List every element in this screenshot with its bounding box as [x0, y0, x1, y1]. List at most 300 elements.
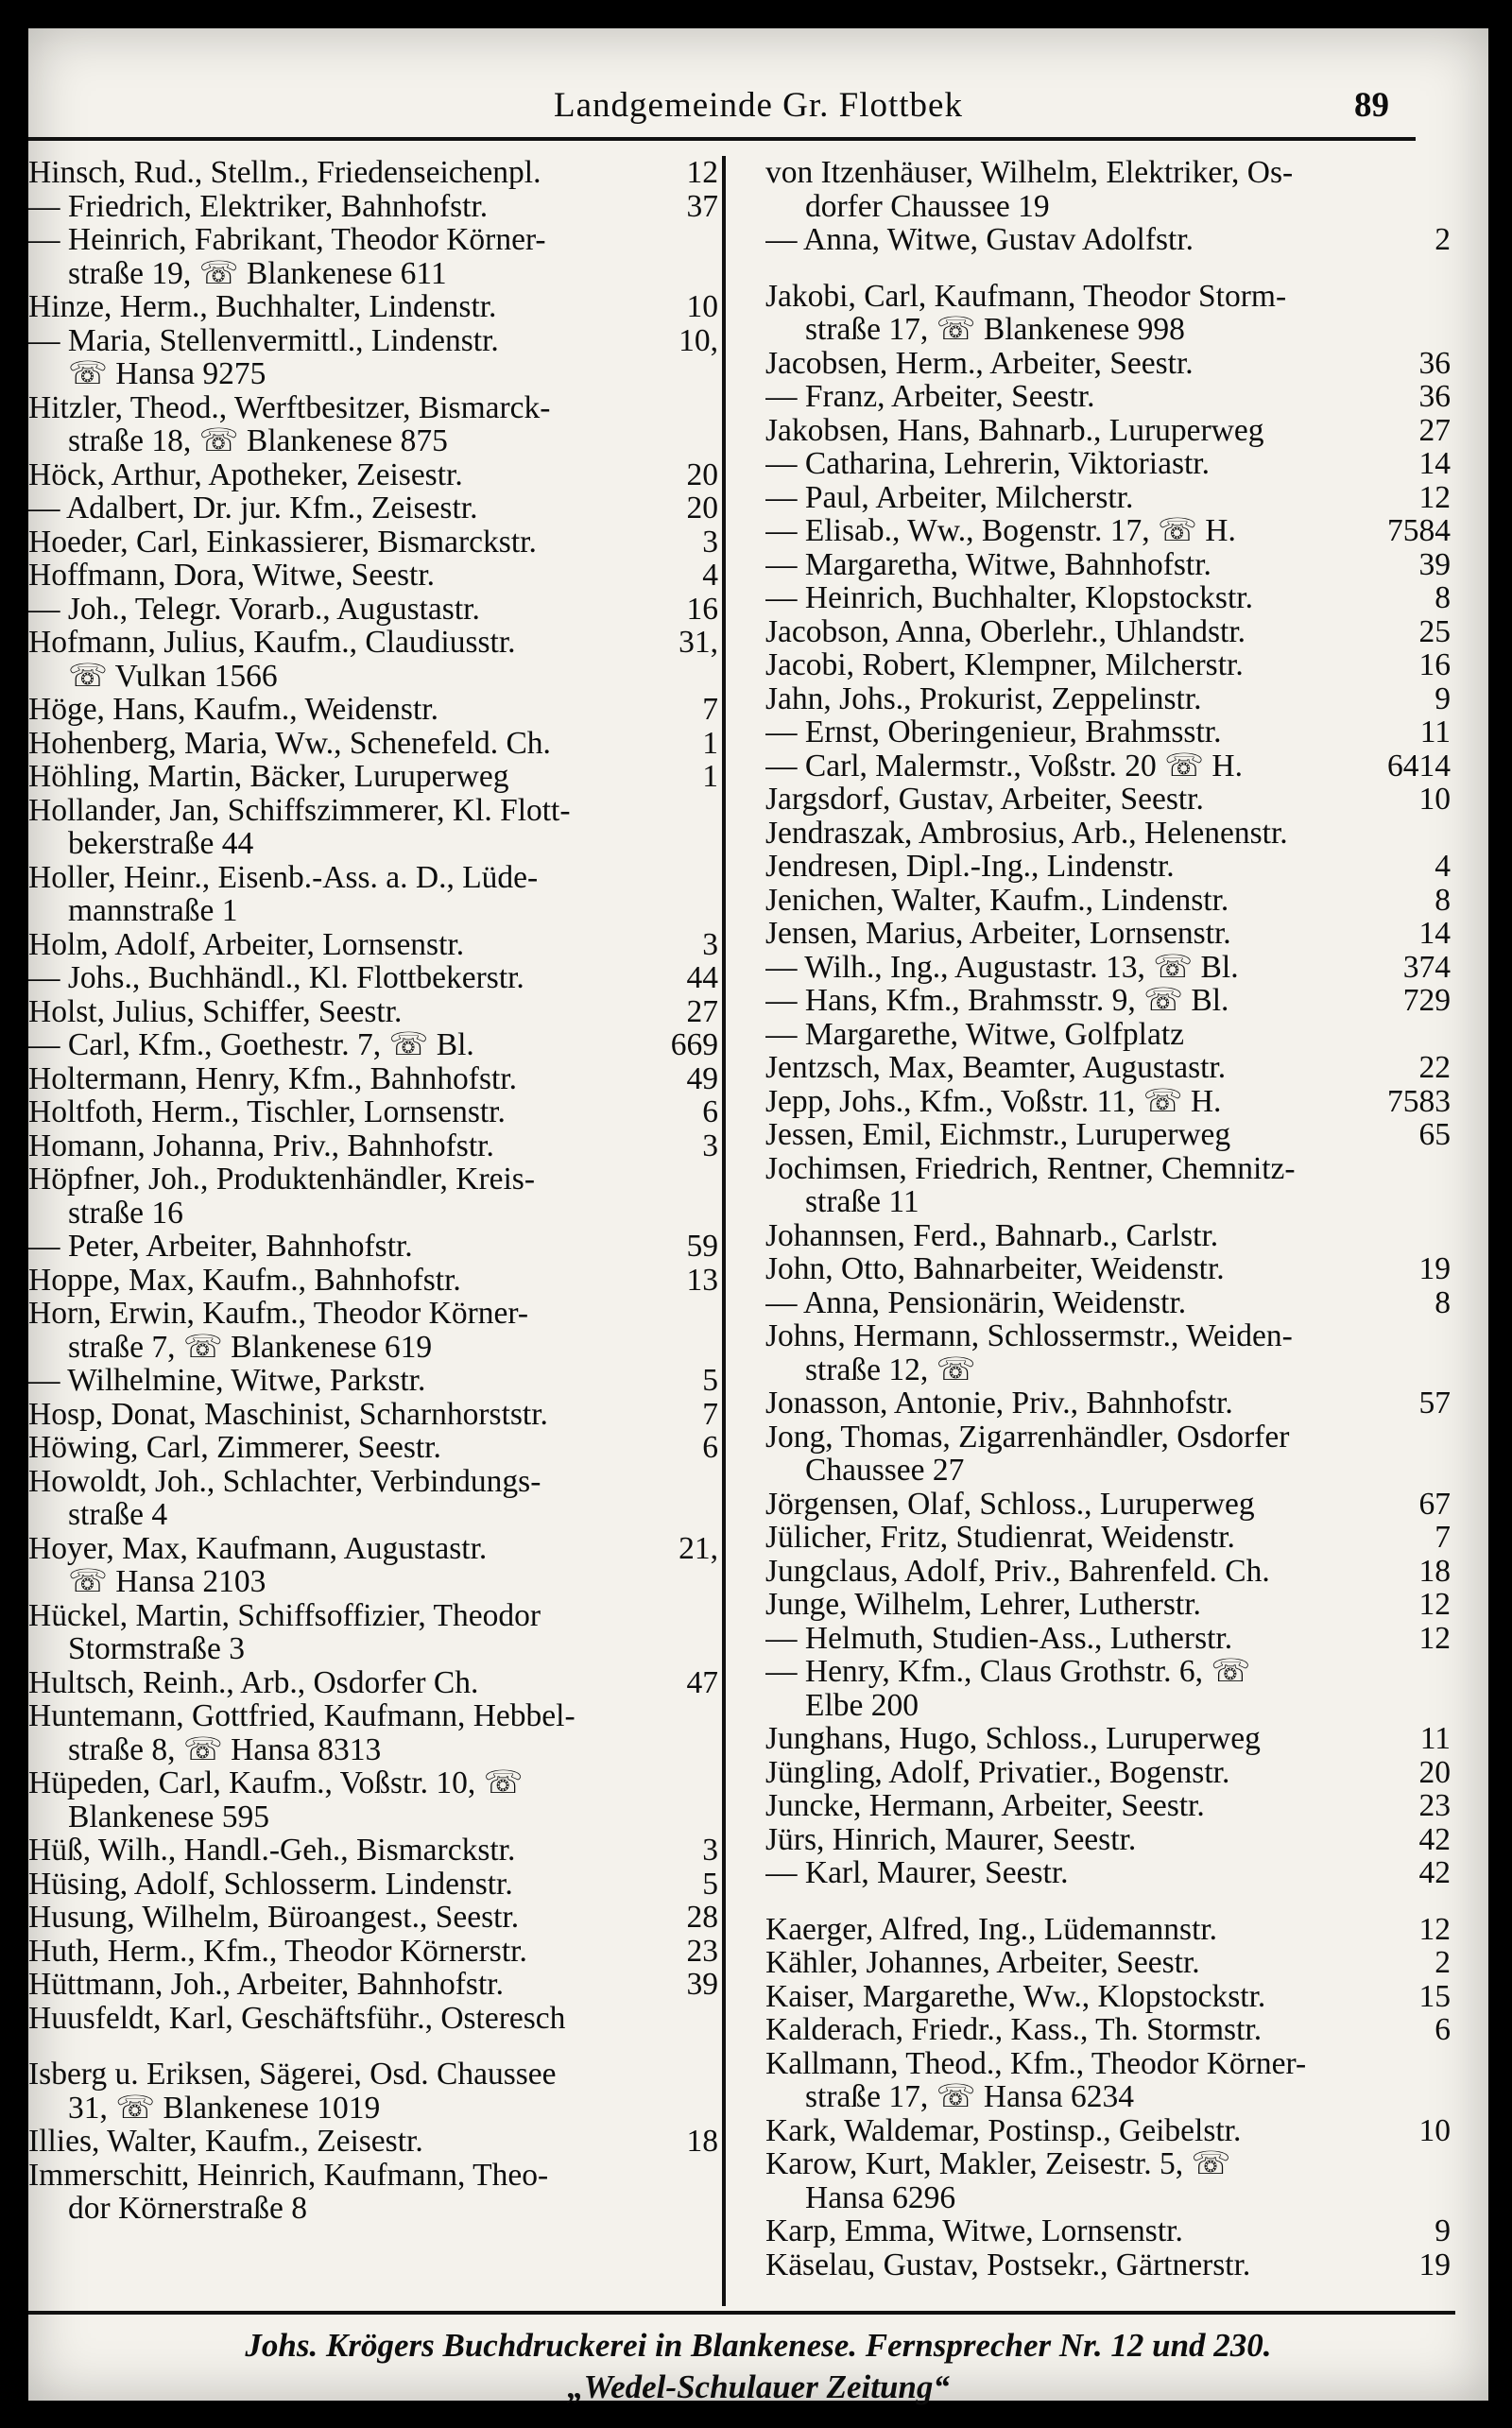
- entry-text: Jacobi, Robert, Klempner, Milcherstr.: [765, 648, 1244, 682]
- directory-entry: [28, 1162, 718, 1230]
- entry-line: [28, 1431, 718, 1465]
- house-number: 12: [1418, 1620, 1451, 1656]
- entry-line: [765, 850, 1451, 884]
- entry-text: Höck, Arthur, Apotheker, Zeisestr.: [28, 457, 463, 491]
- directory-entry: [765, 1386, 1451, 1421]
- entry-line: [765, 715, 1451, 749]
- entry-line: [765, 223, 1451, 257]
- entry-line: [765, 1118, 1451, 1152]
- house-number: [1443, 1219, 1451, 1253]
- entry-text: John, Otto, Bahnarbeiter, Weidenstr.: [765, 1252, 1225, 1286]
- house-number: [1443, 1689, 1451, 1723]
- house-number: [711, 223, 718, 257]
- entry-continuation-line: [28, 1498, 718, 1532]
- house-number: [711, 257, 718, 291]
- directory-entry: [28, 1666, 718, 1700]
- entry-line: [765, 2214, 1451, 2248]
- entry-text: Hüttmann, Joh., Arbeiter, Bahnhofstr.: [28, 1968, 504, 2002]
- house-number: [711, 1197, 718, 1231]
- house-number: 20: [686, 491, 718, 525]
- entry-line: [28, 458, 718, 492]
- directory-entry: [28, 1364, 718, 1398]
- entry-text: Holler, Heinr., Eisenb.-Ass. a. D., Lüde-: [28, 860, 539, 894]
- entry-line: [28, 2002, 718, 2036]
- entry-line: [28, 1599, 718, 1633]
- entry-line: [765, 1219, 1451, 1253]
- entry-continuation-line: [28, 1733, 718, 1767]
- house-number: 36: [1418, 345, 1451, 381]
- entry-line: [765, 884, 1451, 918]
- directory-entry: [765, 884, 1451, 918]
- entry-continuation-line: [765, 2181, 1451, 2215]
- entry-text: — Margarethe, Witwe, Golfplatz: [765, 1017, 1185, 1051]
- entry-text: Jacobsen, Herm., Arbeiter, Seestr.: [765, 346, 1194, 380]
- house-number: 11: [1419, 1721, 1451, 1756]
- entry-text: Kähler, Johannes, Arbeiter, Seestr.: [765, 1946, 1200, 1980]
- entry-text: Höwing, Carl, Zimmerer, Seestr.: [28, 1431, 441, 1465]
- house-number: 5: [702, 1866, 718, 1902]
- entry-text: Jakobi, Carl, Kaufmann, Theodor Storm-: [765, 279, 1287, 313]
- house-number: 10,: [679, 322, 718, 358]
- house-number: [711, 1162, 718, 1197]
- house-number: 18: [686, 2124, 718, 2159]
- entry-line: [28, 928, 718, 962]
- entry-text: — Hans, Kfm., Brahmsstr. 9, ☏ Bl.: [765, 984, 1229, 1018]
- entry-line: [28, 156, 718, 190]
- directory-entry: [765, 481, 1451, 515]
- entry-line: [765, 648, 1451, 682]
- entry-text: Junge, Wilhelm, Lehrer, Lutherstr.: [765, 1588, 1201, 1622]
- house-number: 669: [670, 1027, 718, 1062]
- entry-continuation-line: [28, 1331, 718, 1365]
- entry-text: Jörgensen, Olaf, Schloss., Luruperweg: [765, 1487, 1255, 1521]
- entry-line: [765, 1286, 1451, 1320]
- directory-entry: [28, 458, 718, 492]
- directory-entry: [765, 1118, 1451, 1152]
- entry-line: [765, 2114, 1451, 2148]
- directory-entry: [28, 693, 718, 727]
- entry-line: [765, 1018, 1451, 1052]
- house-number: [711, 2159, 718, 2193]
- directory-entry: [28, 1868, 718, 1902]
- entry-line: [765, 347, 1451, 381]
- entry-line: [28, 1230, 718, 1264]
- house-number: 8: [1435, 1284, 1451, 1320]
- entry-text: Karp, Emma, Witwe, Lornsenstr.: [765, 2214, 1183, 2248]
- house-number: [711, 2058, 718, 2092]
- entry-line: [28, 1028, 718, 1062]
- house-number: [711, 357, 718, 391]
- page-title: Landgemeinde Gr. Flottbek: [554, 86, 963, 125]
- directory-entry: [28, 593, 718, 627]
- directory-entry: [28, 995, 718, 1029]
- directory-entry: [765, 715, 1451, 749]
- directory-entry: [28, 1297, 718, 1364]
- house-number: 7: [1435, 1520, 1451, 1555]
- entry-text: Jahn, Johs., Prokurist, Zeppelinstr.: [765, 681, 1202, 715]
- house-number: 20: [686, 456, 718, 492]
- entry-line: [28, 324, 718, 358]
- entry-text: Jepp, Johs., Kfm., Voßstr. 11, ☏ H.: [765, 1084, 1222, 1118]
- entry-text: 31, ☏ Blankenese 1019: [68, 2091, 381, 2125]
- entry-line: [765, 917, 1451, 951]
- house-number: 16: [686, 591, 718, 627]
- directory-entry: [28, 1968, 718, 2002]
- entry-text: Hinze, Herm., Buchhalter, Lindenstr.: [28, 290, 497, 324]
- house-number: 39: [1418, 546, 1451, 582]
- entry-line: [28, 1834, 718, 1868]
- entry-line: [765, 1588, 1451, 1622]
- entry-line: [765, 1051, 1451, 1085]
- house-number: 2: [1435, 1945, 1451, 1980]
- entry-text: straße 12, ☏: [805, 1352, 976, 1386]
- entry-text: — Helmuth, Studien-Ass., Lutherstr.: [765, 1621, 1233, 1655]
- directory-entry: [28, 1599, 718, 1666]
- entry-text: straße 17, ☏ Hansa 6234: [805, 2080, 1134, 2114]
- entry-continuation-line: [28, 357, 718, 391]
- entry-text: — Karl, Maurer, Seestr.: [765, 1856, 1069, 1890]
- entry-line: [765, 2147, 1451, 2181]
- entry-line: [28, 1968, 718, 2002]
- entry-line: [765, 380, 1451, 414]
- entry-line: [765, 447, 1451, 481]
- directory-entry: [28, 1398, 718, 1432]
- house-number: 6414: [1387, 748, 1451, 784]
- entry-text: — Margaretha, Witwe, Bahnhofstr.: [765, 547, 1211, 581]
- house-number: 2: [1435, 222, 1451, 257]
- entry-text: Jülicher, Fritz, Studienrat, Weidenstr.: [765, 1521, 1235, 1555]
- house-number: 12: [686, 155, 718, 190]
- entry-text: Jensen, Marius, Arbeiter, Lornsenstr.: [765, 917, 1231, 951]
- house-number: [1443, 190, 1451, 224]
- directory-entry: [765, 1085, 1451, 1119]
- entry-text: Hückel, Martin, Schiffsoffizier, Theodor: [28, 1598, 541, 1632]
- house-number: 21,: [679, 1530, 718, 1566]
- directory-entry: [28, 559, 718, 593]
- directory-entry: [28, 961, 718, 995]
- directory-entry: [765, 223, 1451, 257]
- entry-line: [28, 1264, 718, 1298]
- entry-text: Huusfeldt, Karl, Geschäftsführ., Osteresch: [28, 2001, 566, 2035]
- entry-line: [28, 525, 718, 560]
- entry-continuation-line: [765, 1185, 1451, 1219]
- directory-entry: [765, 1856, 1451, 1890]
- entry-line: [765, 682, 1451, 716]
- directory-entry: [765, 1622, 1451, 1656]
- entry-text: Juncke, Hermann, Arbeiter, Seestr.: [765, 1789, 1205, 1823]
- directory-entry: [765, 380, 1451, 414]
- house-number: 20: [1418, 1754, 1451, 1790]
- entry-continuation-line: [28, 2192, 718, 2226]
- entry-line: [28, 693, 718, 727]
- directory-entry: [28, 1465, 718, 1532]
- entry-text: Hofmann, Julius, Kaufm., Claudiusstr.: [28, 626, 516, 660]
- house-number: 23: [1418, 1788, 1451, 1823]
- directory-entry: [28, 156, 718, 190]
- directory-entry: [765, 749, 1451, 784]
- entry-line: [28, 2058, 718, 2092]
- house-number: 27: [1418, 412, 1451, 448]
- entry-line: [765, 749, 1451, 784]
- directory-entry: [765, 1286, 1451, 1320]
- entry-line: [28, 794, 718, 828]
- directory-entry: [28, 2002, 718, 2036]
- entry-text: Hoeder, Carl, Einkassierer, Bismarckstr.: [28, 525, 537, 559]
- house-number: 31,: [679, 625, 718, 660]
- house-number: [711, 794, 718, 828]
- entry-line: [28, 1297, 718, 1331]
- house-number: 1: [702, 725, 718, 761]
- entry-line: [28, 1766, 718, 1800]
- directory-entry: [28, 1129, 718, 1163]
- entry-text: Horn, Erwin, Kaufm., Theodor Körner-: [28, 1297, 528, 1331]
- entry-text: ☏ Vulkan 1566: [68, 659, 278, 693]
- directory-entry: [765, 1722, 1451, 1756]
- printer-footer: [28, 2325, 1488, 2408]
- entry-text: — Heinrich, Buchhalter, Klopstockstr.: [765, 581, 1253, 615]
- entry-text: straße 16: [68, 1196, 183, 1230]
- entry-line: [765, 1152, 1451, 1186]
- house-number: 42: [1418, 1821, 1451, 1857]
- house-number: 3: [702, 1833, 718, 1868]
- entry-text: straße 8, ☏ Hansa 8313: [68, 1732, 382, 1766]
- entry-line: [765, 1421, 1451, 1455]
- entry-text: Hüß, Wilh., Handl.-Geh., Bismarckstr.: [28, 1834, 516, 1868]
- house-number: [711, 1733, 718, 1767]
- house-number: 9: [1435, 680, 1451, 716]
- house-number: 1: [702, 759, 718, 794]
- entry-text: — Peter, Arbeiter, Bahnhofstr.: [28, 1230, 413, 1264]
- entry-text: Johns, Hermann, Schlossermstr., Weiden-: [765, 1319, 1293, 1353]
- house-number: 25: [1418, 613, 1451, 649]
- directory-entry: [28, 324, 718, 391]
- house-number: [711, 1599, 718, 1633]
- entry-line: [765, 1756, 1451, 1790]
- house-number: 15: [1418, 1978, 1451, 2014]
- entry-continuation-line: [28, 1632, 718, 1666]
- entry-line: [765, 1722, 1451, 1756]
- directory-entry: [28, 1264, 718, 1298]
- house-number: 374: [1402, 949, 1451, 985]
- house-number: 12: [1418, 1911, 1451, 1947]
- house-number: 19: [1418, 2247, 1451, 2282]
- directory-entry: [765, 1488, 1451, 1522]
- house-number: [711, 894, 718, 928]
- house-number: 47: [686, 1664, 718, 1700]
- directory-entry: [28, 525, 718, 560]
- house-number: [1443, 1454, 1451, 1488]
- entry-text: Immerschitt, Heinrich, Kaufmann, Theo-: [28, 2158, 549, 2192]
- house-number: [711, 391, 718, 425]
- entry-line: [765, 615, 1451, 649]
- entry-text: — Wilh., Ing., Augustastr. 13, ☏ Bl.: [765, 950, 1239, 984]
- directory-entry: [765, 1823, 1451, 1857]
- house-number: [1443, 1421, 1451, 1455]
- entry-text: Hitzler, Theod., Werftbesitzer, Bismarck-: [28, 390, 551, 424]
- directory-entry: [765, 917, 1451, 951]
- entry-continuation-line: [765, 313, 1451, 347]
- directory-entry: [28, 928, 718, 962]
- entry-line: [765, 156, 1451, 190]
- entry-line: [765, 2013, 1451, 2047]
- house-number: [711, 1699, 718, 1733]
- house-number: [711, 660, 718, 694]
- directory-entry: [765, 347, 1451, 381]
- entry-text: Kalderach, Friedr., Kass., Th. Stormstr.: [765, 2013, 1263, 2047]
- entry-line: [765, 1655, 1451, 1689]
- house-number: [711, 1766, 718, 1800]
- entry-text: straße 18, ☏ Blankenese 875: [68, 424, 448, 458]
- entry-line: [28, 961, 718, 995]
- house-number: 22: [1418, 1050, 1451, 1085]
- directory-entry: [765, 1521, 1451, 1555]
- entry-text: Holtermann, Henry, Kfm., Bahnhofstr.: [28, 1061, 517, 1095]
- house-number: 3: [702, 1128, 718, 1163]
- house-number: 7: [702, 692, 718, 727]
- entry-line: [28, 626, 718, 660]
- entry-text: Jungclaus, Adolf, Priv., Bahrenfeld. Ch.: [765, 1554, 1270, 1588]
- entry-text: Blankenese 595: [68, 1799, 270, 1834]
- entry-continuation-line: [765, 1689, 1451, 1723]
- directory-entry: [765, 2214, 1451, 2248]
- house-number: [711, 1800, 718, 1834]
- entry-line: [765, 1252, 1451, 1286]
- entry-text: Homann, Johanna, Priv., Bahnhofstr.: [28, 1128, 494, 1162]
- directory-entry: [765, 1980, 1451, 2014]
- directory-entry: [28, 2058, 718, 2125]
- house-number: 23: [686, 1933, 718, 1969]
- directory-entry: [765, 1051, 1451, 1085]
- entry-text: — Adalbert, Dr. jur. Kfm., Zeisestr.: [28, 491, 478, 525]
- directory-entry: [765, 1789, 1451, 1823]
- house-number: 3: [702, 524, 718, 560]
- entry-line: [28, 1699, 718, 1733]
- directory-entry: [765, 682, 1451, 716]
- column-divider: [722, 156, 726, 2306]
- house-number: 16: [1418, 647, 1451, 682]
- directory-entry: [765, 817, 1451, 851]
- directory-entry: [28, 1766, 718, 1834]
- house-number: 10: [686, 289, 718, 324]
- entry-text: — Henry, Kfm., Claus Grothstr. 6, ☏: [765, 1655, 1251, 1689]
- footer-rule: [28, 2311, 1455, 2315]
- entry-line: [765, 1823, 1451, 1857]
- house-number: 7583: [1387, 1083, 1451, 1119]
- entry-line: [765, 1488, 1451, 1522]
- entry-text: Stormstraße 3: [68, 1632, 246, 1666]
- entry-text: — Elisab., Ww., Bogenstr. 17, ☏ H.: [765, 514, 1236, 548]
- house-number: 49: [686, 1060, 718, 1096]
- entry-text: Jendresen, Dipl.-Ing., Lindenstr.: [765, 850, 1175, 884]
- entry-text: Isberg u. Eriksen, Sägerei, Osd. Chaussee: [28, 2058, 557, 2092]
- house-number: [1443, 313, 1451, 347]
- entry-text: Höpfner, Joh., Produktenhändler, Kreis-: [28, 1162, 535, 1197]
- house-number: [711, 1565, 718, 1599]
- entry-text: Karow, Kurt, Makler, Zeisestr. 5, ☏: [765, 2147, 1231, 2181]
- directory-entry: [765, 1319, 1451, 1386]
- entry-continuation-line: [28, 2092, 718, 2126]
- house-number: [711, 424, 718, 458]
- house-number: 3: [702, 926, 718, 962]
- directory-entry: [28, 190, 718, 224]
- house-number: [1443, 2047, 1451, 2081]
- house-number: 28: [686, 1900, 718, 1935]
- entry-text: Kallmann, Theod., Kfm., Theodor Körner-: [765, 2046, 1307, 2080]
- directory-entry: [765, 1946, 1451, 1980]
- house-number: [1443, 1152, 1451, 1186]
- directory-entry: [28, 491, 718, 525]
- house-number: [1443, 1185, 1451, 1219]
- house-number: [711, 1632, 718, 1666]
- house-number: 7: [702, 1396, 718, 1432]
- entry-line: [28, 491, 718, 525]
- directory-entry: [765, 1421, 1451, 1488]
- entry-text: — Paul, Arbeiter, Milcherstr.: [765, 480, 1134, 514]
- entry-text: straße 4: [68, 1498, 168, 1532]
- entry-text: Kark, Waldemar, Postinsp., Geibelstr.: [765, 2113, 1242, 2147]
- directory-entry: [28, 760, 718, 794]
- directory-entry: [765, 2114, 1451, 2148]
- directory-entry: [765, 414, 1451, 448]
- entry-text: Käselau, Gustav, Postsekr., Gärtnerstr.: [765, 2247, 1251, 2282]
- entry-text: — Catharina, Lehrerin, Viktoriastr.: [765, 447, 1210, 481]
- entry-line: [28, 2159, 718, 2193]
- entry-text: — Ernst, Oberingenieur, Brahmsstr.: [765, 715, 1222, 749]
- entry-line: [765, 514, 1451, 548]
- entry-line: [765, 2047, 1451, 2081]
- entry-text: Holst, Julius, Schiffer, Seestr.: [28, 994, 403, 1028]
- entry-text: von Itzenhäuser, Wilhelm, Elektriker, Os-: [765, 156, 1294, 190]
- entry-text: Howoldt, Joh., Schlachter, Verbindungs-: [28, 1464, 541, 1498]
- house-number: 13: [686, 1262, 718, 1298]
- directory-entry: [28, 391, 718, 458]
- entry-text: dor Körnerstraße 8: [68, 2192, 308, 2226]
- entry-line: [765, 481, 1451, 515]
- entry-text: Jendraszak, Ambrosius, Arb., Helenenstr.: [765, 816, 1288, 850]
- directory-entry: [765, 581, 1451, 615]
- entry-line: [28, 1398, 718, 1432]
- directory-entry: [765, 1756, 1451, 1790]
- entry-continuation-line: [28, 257, 718, 291]
- entry-line: [28, 190, 718, 224]
- entry-line: [28, 391, 718, 425]
- entry-line: [28, 1162, 718, 1197]
- entry-text: Holm, Adolf, Arbeiter, Lornsenstr.: [28, 927, 465, 961]
- entry-line: [28, 559, 718, 593]
- directory-entry: [765, 1219, 1451, 1253]
- entry-text: bekerstraße 44: [68, 827, 254, 861]
- house-number: [711, 1498, 718, 1532]
- entry-text: Hultsch, Reinh., Arb., Osdorfer Ch.: [28, 1665, 479, 1699]
- directory-entry: [765, 548, 1451, 582]
- entry-continuation-line: [28, 1800, 718, 1834]
- entry-line: [28, 2125, 718, 2159]
- entry-text: — Maria, Stellenvermittl., Lindenstr.: [28, 323, 499, 357]
- entry-continuation-line: [28, 827, 718, 861]
- house-number: 37: [686, 188, 718, 224]
- entry-text: Hoppe, Max, Kaufm., Bahnhofstr.: [28, 1263, 461, 1297]
- house-number: 11: [1419, 715, 1451, 749]
- house-number: [711, 2092, 718, 2126]
- house-number: 44: [686, 960, 718, 995]
- house-number: 18: [1418, 1553, 1451, 1589]
- entry-text: — Johs., Buchhändl., Kl. Flottbekerstr.: [28, 961, 524, 995]
- house-number: 8: [1435, 882, 1451, 918]
- entry-text: Huth, Herm., Kfm., Theodor Körnerstr.: [28, 1934, 527, 1968]
- directory-entry: [765, 1018, 1451, 1052]
- entry-line: [28, 1129, 718, 1163]
- entry-text: Höhling, Martin, Bäcker, Luruperweg: [28, 760, 509, 794]
